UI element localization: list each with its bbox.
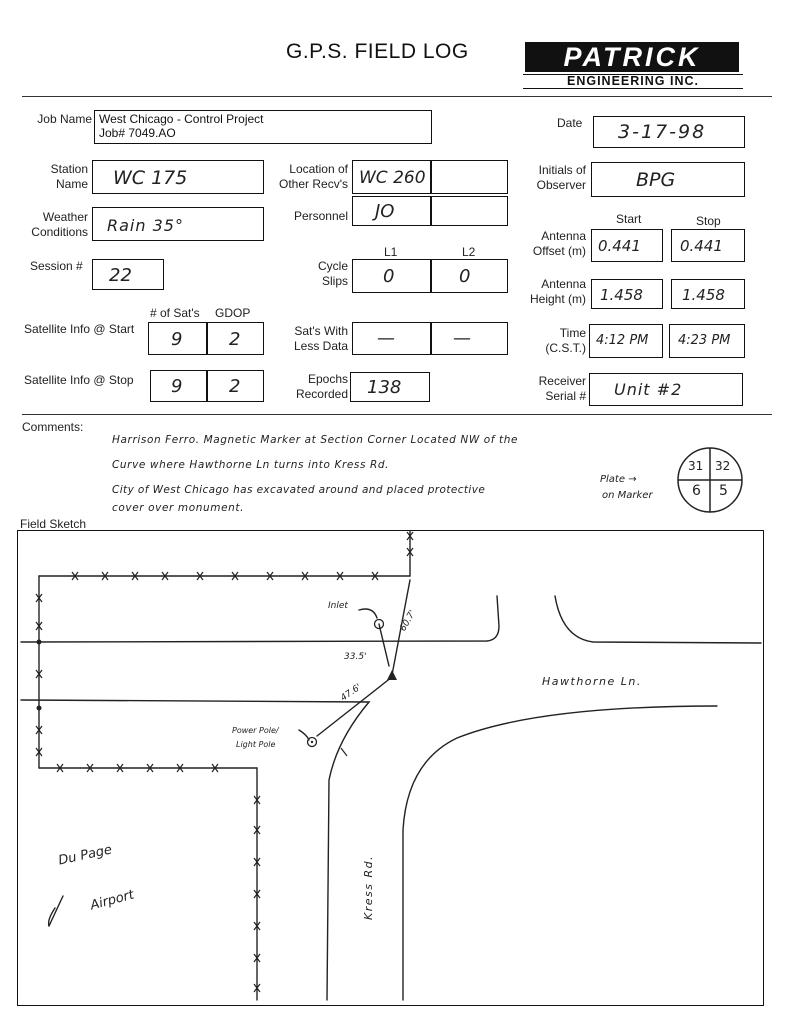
station-name-label-2: Name (55, 177, 88, 191)
sats-less-l2-field[interactable] (430, 322, 508, 355)
location-label-1: Location of (289, 162, 348, 176)
sats-stop-num-value: 9 (171, 376, 183, 397)
station-name-value: WC 175 (113, 167, 188, 189)
comment-line-1: Harrison Ferro. Magnetic Marker at Section Corner Located NW of the (112, 434, 519, 446)
num-sats-column-label: # of Sat's (150, 306, 200, 320)
plate-label-1: Plate → (600, 474, 637, 485)
header-divider (22, 96, 772, 97)
time-label-1: Time (559, 326, 586, 340)
location-field-2[interactable] (430, 160, 508, 194)
cycle-slips-label-1: Cycle (317, 259, 348, 273)
sketch-dist-pole: 47.6' (339, 682, 364, 704)
personnel-label: Personnel (293, 209, 348, 223)
personnel-field-2[interactable] (430, 196, 508, 226)
initials-label-2: Observer (536, 178, 586, 192)
sketch-inlet-label: Inlet (328, 601, 348, 611)
sats-stop-gdop-value: 2 (229, 376, 241, 397)
sketch-hawthorne-label: Hawthorne Ln. (542, 675, 642, 688)
location-label-2: Other Recv's (279, 177, 348, 191)
station-name-label-1: Station (50, 162, 88, 176)
sats-start-num-field[interactable] (148, 322, 208, 355)
job-name-line1: West Chicago - Control Project (99, 112, 264, 126)
l2-column-label: L2 (462, 245, 476, 259)
sketch-kress-label: Kress Rd. (362, 854, 375, 920)
location-field-1[interactable] (352, 160, 432, 194)
sat-info-start-label: Satellite Info @ Start (24, 322, 135, 336)
l1-column-label: L1 (384, 245, 398, 259)
sats-start-num-value: 9 (171, 329, 183, 350)
sketch-airport-label: Airport (88, 887, 136, 914)
antenna-offset-stop-value: 0.441 (680, 237, 723, 255)
initials-field[interactable] (591, 162, 745, 197)
sats-start-gdop-field[interactable] (206, 322, 264, 355)
epochs-field[interactable] (350, 372, 430, 402)
sats-less-l1-value: — (377, 328, 395, 349)
sats-start-gdop-value: 2 (229, 329, 241, 350)
sketch-dist-inlet: 60.7' (398, 608, 419, 634)
personnel-field-1[interactable] (352, 196, 432, 226)
sats-stop-num-field[interactable] (150, 370, 208, 402)
antenna-height-label-2: Height (m) (529, 292, 586, 306)
sketch-pole-label-1: Power Pole/ (232, 726, 279, 735)
session-value: 22 (109, 265, 132, 286)
form-divider (22, 414, 772, 415)
comment-line-2: Curve where Hawthorne Ln turns into Kress Rd. (112, 459, 390, 471)
plate-se: 5 (719, 483, 728, 499)
page-title: G.P.S. FIELD LOG (286, 40, 469, 63)
sats-less-l2-value: — (453, 328, 471, 349)
start-column-label: Start (616, 212, 642, 226)
weather-field[interactable] (92, 207, 264, 241)
plate-label-2: on Marker (602, 490, 653, 501)
time-start-field[interactable] (589, 324, 663, 358)
antenna-offset-start-field[interactable] (591, 229, 663, 262)
initials-label-1: Initials of (538, 163, 586, 177)
session-label: Session # (30, 259, 83, 273)
cycle-slips-l1-field[interactable] (352, 259, 432, 293)
sat-info-stop-label: Satellite Info @ Stop (24, 373, 134, 387)
date-value: 3-17-98 (618, 121, 707, 143)
cycle-slips-l2-value: 0 (459, 266, 471, 287)
receiver-field[interactable] (589, 373, 743, 406)
time-start-value: 4:12 PM (596, 333, 649, 348)
plate-ne: 32 (715, 459, 731, 473)
gdop-column-label: GDOP (215, 306, 251, 320)
antenna-height-stop-field[interactable] (671, 279, 745, 309)
time-stop-field[interactable] (669, 324, 745, 358)
antenna-height-start-field[interactable] (591, 279, 663, 309)
time-label-2: (C.S.T.) (545, 341, 586, 355)
epochs-value: 138 (367, 377, 402, 398)
station-name-field[interactable] (92, 160, 264, 194)
comment-line-3: City of West Chicago has excavated around and placed protective (112, 484, 486, 496)
cycle-slips-l2-field[interactable] (430, 259, 508, 293)
cycle-slips-l1-value: 0 (383, 266, 395, 287)
field-sketch-label: Field Sketch (20, 517, 87, 531)
job-name-label: Job Name (37, 112, 92, 126)
sats-stop-gdop-field[interactable] (206, 370, 264, 402)
session-field[interactable] (92, 259, 164, 290)
antenna-offset-label-1: Antenna (541, 229, 586, 243)
initials-value: BPG (636, 169, 676, 191)
location-value-1: WC 260 (359, 168, 426, 188)
weather-value: Rain 35° (107, 216, 184, 235)
antenna-height-label-1: Antenna (541, 277, 586, 291)
stop-column-label: Stop (696, 214, 721, 228)
logo-wordmark: PATRICK (525, 42, 739, 72)
section-plate-diagram (675, 445, 745, 515)
comments-label: Comments: (22, 420, 84, 434)
weather-label-1: Weather (42, 210, 88, 224)
plate-sw: 6 (692, 483, 701, 499)
time-stop-value: 4:23 PM (678, 333, 731, 348)
antenna-offset-label-2: Offset (m) (532, 244, 586, 258)
company-logo (521, 40, 745, 90)
receiver-label-1: Receiver (538, 374, 586, 388)
plate-nw: 31 (688, 459, 704, 473)
antenna-offset-start-value: 0.441 (598, 237, 641, 255)
sketch-dist-left: 33.5' (344, 652, 367, 662)
field-sketch-drawing (17, 530, 764, 1006)
cycle-slips-label-2: Slips (321, 274, 348, 288)
epochs-label-1: Epochs (307, 372, 348, 386)
personnel-value-1: JO (375, 201, 395, 222)
receiver-value: Unit #2 (614, 380, 683, 399)
epochs-label-2: Recorded (295, 387, 348, 401)
sats-less-l1-field[interactable] (352, 322, 432, 355)
receiver-label-2: Serial # (545, 389, 586, 403)
antenna-offset-stop-field[interactable] (671, 229, 745, 262)
job-name-line2: Job# 7049.AO (99, 126, 176, 140)
sats-less-label-2: Less Data (293, 339, 348, 353)
sats-less-label-1: Sat's With (294, 324, 348, 338)
job-name-field[interactable] (94, 110, 432, 144)
comment-line-4: cover over monument. (112, 502, 245, 514)
weather-label-2: Conditions (31, 225, 88, 239)
sketch-dupage-label: Du Page (57, 842, 114, 869)
antenna-height-stop-value: 1.458 (682, 286, 725, 304)
logo-subtitle: ENGINEERING INC. (523, 74, 743, 89)
date-label: Date (557, 116, 583, 130)
sketch-pole-label-2: Light Pole (236, 740, 276, 749)
plate-circle-icon (675, 445, 745, 515)
antenna-height-start-value: 1.458 (600, 286, 643, 304)
date-field[interactable] (593, 116, 745, 148)
